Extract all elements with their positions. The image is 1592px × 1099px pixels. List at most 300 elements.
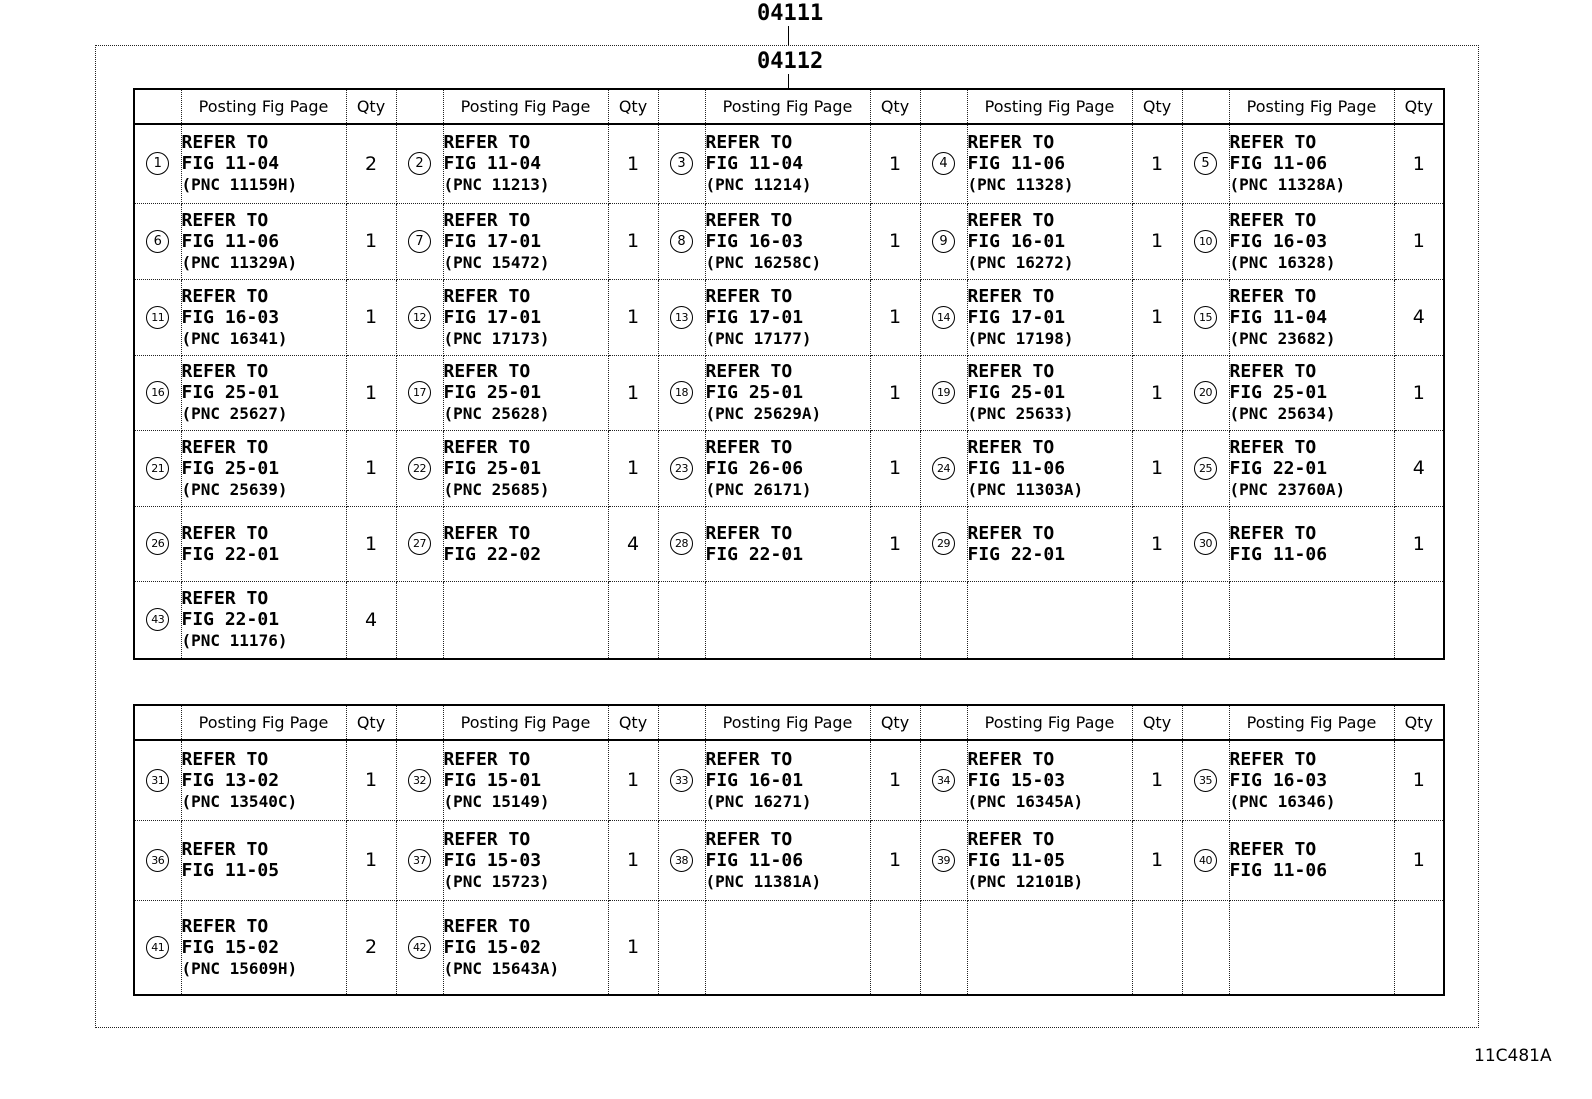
qty-cell: 1 bbox=[346, 279, 396, 355]
refer-text: REFER TO bbox=[967, 285, 1055, 307]
item-number-cell bbox=[134, 279, 181, 355]
refer-text: REFER TO bbox=[181, 285, 269, 307]
fig-reference: FIG 15-03 bbox=[443, 849, 542, 871]
qty-cell bbox=[1394, 900, 1444, 995]
fig-reference: FIG 16-03 bbox=[181, 306, 280, 328]
item-number-circle: 40 bbox=[1194, 849, 1217, 872]
item-number-cell bbox=[134, 581, 181, 659]
fig-reference: FIG 17-01 bbox=[443, 306, 542, 328]
refer-text: REFER TO bbox=[443, 209, 531, 231]
fig-reference: FIG 13-02 bbox=[181, 769, 280, 791]
header-posting-fig-page: Posting Fig Page bbox=[1229, 89, 1394, 124]
item-number-cell bbox=[1182, 430, 1229, 506]
refer-cell bbox=[705, 900, 870, 995]
refer-cell bbox=[705, 506, 870, 581]
fig-reference: FIG 11-06 bbox=[1229, 153, 1328, 175]
qty-cell: 1 bbox=[870, 355, 920, 430]
refer-cell bbox=[443, 355, 608, 430]
refer-cell bbox=[181, 900, 346, 995]
qty-cell: 1 bbox=[608, 900, 658, 995]
item-number-cell bbox=[1182, 581, 1229, 659]
fig-reference: FIG 25-01 bbox=[181, 382, 280, 403]
item-number-cell bbox=[658, 820, 705, 900]
qty-cell bbox=[1132, 900, 1182, 995]
refer-text: REFER TO bbox=[181, 522, 269, 544]
refer-text: REFER TO bbox=[705, 209, 793, 231]
qty-cell: 1 bbox=[1132, 124, 1182, 203]
refer-cell bbox=[705, 124, 870, 203]
refer-text: REFER TO bbox=[705, 828, 793, 850]
refer-cell bbox=[705, 820, 870, 900]
refer-text: REFER TO bbox=[1229, 522, 1317, 544]
header-qty: Qty bbox=[346, 705, 396, 740]
pnc-number: (PNC 26171) bbox=[705, 479, 812, 499]
item-number-cell bbox=[658, 900, 705, 995]
refer-cell bbox=[705, 740, 870, 820]
item-number-circle: 3 bbox=[670, 152, 693, 175]
item-number-cell bbox=[1182, 203, 1229, 279]
qty-cell bbox=[870, 581, 920, 659]
qty-cell: 1 bbox=[870, 820, 920, 900]
refer-text: REFER TO bbox=[705, 522, 793, 544]
refer-text: REFER TO bbox=[967, 828, 1055, 850]
lower-parts-table bbox=[133, 704, 1445, 996]
pnc-number: (PNC 11213) bbox=[443, 175, 550, 195]
qty-cell: 1 bbox=[1132, 279, 1182, 355]
pnc-number: (PNC 11214) bbox=[705, 175, 812, 195]
fig-reference: FIG 16-03 bbox=[705, 230, 804, 252]
fig-reference: FIG 11-04 bbox=[443, 153, 542, 175]
item-number-circle: 41 bbox=[146, 936, 169, 959]
fig-reference: FIG 22-02 bbox=[443, 543, 542, 565]
qty-cell: 1 bbox=[608, 124, 658, 203]
refer-cell bbox=[443, 279, 608, 355]
item-number-circle: 37 bbox=[408, 849, 431, 872]
qty-cell: 1 bbox=[1132, 355, 1182, 430]
pnc-number: (PNC 17177) bbox=[705, 328, 812, 348]
item-number-cell bbox=[134, 506, 181, 581]
refer-cell bbox=[181, 124, 346, 203]
refer-text: REFER TO bbox=[443, 361, 531, 382]
qty-cell: 4 bbox=[1394, 430, 1444, 506]
qty-cell: 4 bbox=[608, 506, 658, 581]
refer-text: REFER TO bbox=[181, 748, 269, 770]
item-number-circle: 10 bbox=[1194, 230, 1217, 253]
refer-cell bbox=[1229, 203, 1394, 279]
refer-cell bbox=[1229, 355, 1394, 430]
item-number-cell bbox=[658, 124, 705, 203]
refer-text: REFER TO bbox=[705, 748, 793, 770]
qty-cell: 1 bbox=[346, 740, 396, 820]
pnc-number: (PNC 16258C) bbox=[705, 252, 822, 272]
refer-cell bbox=[181, 506, 346, 581]
refer-text: REFER TO bbox=[967, 748, 1055, 770]
fig-reference: FIG 26-06 bbox=[705, 457, 804, 479]
refer-text: REFER TO bbox=[443, 915, 531, 937]
item-number-cell bbox=[1182, 279, 1229, 355]
refer-text: REFER TO bbox=[443, 436, 531, 458]
pnc-number: (PNC 15149) bbox=[443, 791, 550, 811]
refer-cell bbox=[967, 430, 1132, 506]
qty-cell: 1 bbox=[608, 203, 658, 279]
fig-reference: FIG 11-04 bbox=[705, 153, 804, 175]
upper-parts-table bbox=[133, 88, 1445, 660]
item-number-circle: 23 bbox=[670, 457, 693, 480]
diagram-code: 11C481A bbox=[1474, 1046, 1552, 1066]
pnc-number: (PNC 16272) bbox=[967, 252, 1074, 272]
fig-reference: FIG 16-03 bbox=[1229, 230, 1328, 252]
header-qty: Qty bbox=[870, 89, 920, 124]
qty-cell: 1 bbox=[870, 279, 920, 355]
header-no bbox=[658, 89, 705, 124]
item-number-circle: 6 bbox=[146, 230, 169, 253]
header-no bbox=[396, 89, 443, 124]
fig-reference: FIG 22-01 bbox=[181, 609, 280, 631]
refer-cell bbox=[443, 900, 608, 995]
header-row bbox=[134, 89, 1444, 124]
fig-reference: FIG 11-04 bbox=[1229, 306, 1328, 328]
refer-cell bbox=[443, 430, 608, 506]
qty-cell: 1 bbox=[870, 506, 920, 581]
refer-cell bbox=[443, 203, 608, 279]
pnc-number: (PNC 15472) bbox=[443, 252, 550, 272]
header-posting-fig-page: Posting Fig Page bbox=[443, 705, 608, 740]
refer-text: REFER TO bbox=[1229, 209, 1317, 231]
header-posting-fig-page: Posting Fig Page bbox=[967, 705, 1132, 740]
item-number-circle: 5 bbox=[1194, 152, 1217, 175]
pnc-number: (PNC 16345A) bbox=[967, 791, 1084, 811]
qty-cell: 1 bbox=[1394, 203, 1444, 279]
qty-cell: 1 bbox=[346, 355, 396, 430]
header-posting-fig-page: Posting Fig Page bbox=[705, 705, 870, 740]
item-number-cell bbox=[396, 124, 443, 203]
refer-cell bbox=[967, 279, 1132, 355]
refer-text: REFER TO bbox=[443, 285, 531, 307]
refer-cell bbox=[705, 581, 870, 659]
header-posting-fig-page: Posting Fig Page bbox=[705, 89, 870, 124]
item-number-cell bbox=[920, 430, 967, 506]
qty-cell: 1 bbox=[1394, 355, 1444, 430]
item-number-circle: 36 bbox=[146, 849, 169, 872]
refer-cell bbox=[705, 203, 870, 279]
refer-cell bbox=[443, 581, 608, 659]
item-number-cell bbox=[396, 740, 443, 820]
refer-cell bbox=[181, 279, 346, 355]
item-number-circle: 24 bbox=[932, 457, 955, 480]
fig-reference: FIG 11-04 bbox=[181, 153, 280, 175]
item-number-circle: 39 bbox=[932, 849, 955, 872]
pnc-number: (PNC 23682) bbox=[1229, 328, 1336, 348]
refer-cell bbox=[967, 740, 1132, 820]
qty-cell: 1 bbox=[346, 820, 396, 900]
item-number-cell bbox=[1182, 124, 1229, 203]
item-number-cell bbox=[134, 355, 181, 430]
item-number-circle: 38 bbox=[670, 849, 693, 872]
pnc-number: (PNC 12101B) bbox=[967, 871, 1084, 891]
table-row bbox=[134, 279, 1444, 355]
qty-cell: 1 bbox=[346, 430, 396, 506]
refer-cell bbox=[967, 355, 1132, 430]
qty-cell bbox=[608, 581, 658, 659]
pnc-number: (PNC 15609H) bbox=[181, 958, 298, 978]
fig-reference: FIG 22-01 bbox=[705, 543, 804, 565]
pnc-number: (PNC 25639) bbox=[181, 479, 288, 499]
refer-cell bbox=[967, 820, 1132, 900]
fig-reference: FIG 25-01 bbox=[443, 457, 542, 479]
header-posting-fig-page: Posting Fig Page bbox=[181, 89, 346, 124]
pnc-number: (PNC 16271) bbox=[705, 791, 812, 811]
item-number-circle: 18 bbox=[670, 381, 693, 404]
refer-text: REFER TO bbox=[181, 839, 269, 860]
item-number-circle: 26 bbox=[146, 532, 169, 555]
refer-text: REFER TO bbox=[705, 361, 793, 382]
pnc-number: (PNC 11328) bbox=[967, 175, 1074, 195]
header-row bbox=[134, 705, 1444, 740]
item-number-cell bbox=[658, 355, 705, 430]
refer-cell bbox=[1229, 124, 1394, 203]
item-number-cell bbox=[1182, 900, 1229, 995]
table-row bbox=[134, 355, 1444, 430]
pnc-number: (PNC 11328A) bbox=[1229, 175, 1346, 195]
qty-cell: 2 bbox=[346, 124, 396, 203]
refer-cell bbox=[181, 203, 346, 279]
header-no bbox=[134, 705, 181, 740]
refer-cell bbox=[1229, 820, 1394, 900]
refer-cell bbox=[967, 124, 1132, 203]
pnc-number: (PNC 16328) bbox=[1229, 252, 1336, 272]
header-qty: Qty bbox=[608, 705, 658, 740]
qty-cell: 1 bbox=[608, 355, 658, 430]
qty-cell: 1 bbox=[1394, 740, 1444, 820]
item-number-circle: 2 bbox=[408, 152, 431, 175]
pnc-number: (PNC 11381A) bbox=[705, 871, 822, 891]
refer-cell bbox=[181, 820, 346, 900]
fig-reference: FIG 25-01 bbox=[443, 382, 542, 403]
refer-cell bbox=[443, 740, 608, 820]
refer-text: REFER TO bbox=[443, 828, 531, 850]
item-number-circle: 33 bbox=[670, 769, 693, 792]
refer-text: REFER TO bbox=[705, 132, 793, 154]
item-number-cell bbox=[658, 506, 705, 581]
refer-text: REFER TO bbox=[1229, 285, 1317, 307]
pnc-number: (PNC 11303A) bbox=[967, 479, 1084, 499]
fig-reference: FIG 15-01 bbox=[443, 769, 542, 791]
qty-cell: 4 bbox=[1394, 279, 1444, 355]
pnc-number: (PNC 23760A) bbox=[1229, 479, 1346, 499]
item-number-circle: 7 bbox=[408, 230, 431, 253]
refer-text: REFER TO bbox=[443, 522, 531, 544]
item-number-circle: 9 bbox=[932, 230, 955, 253]
leader-line-outer bbox=[788, 26, 789, 45]
header-qty: Qty bbox=[346, 89, 396, 124]
item-number-cell bbox=[1182, 820, 1229, 900]
fig-reference: FIG 11-05 bbox=[181, 860, 280, 881]
item-number-cell bbox=[1182, 506, 1229, 581]
table-row bbox=[134, 581, 1444, 659]
item-number-cell bbox=[658, 581, 705, 659]
item-number-cell bbox=[658, 740, 705, 820]
pnc-number: (PNC 25628) bbox=[443, 404, 550, 423]
item-number-cell bbox=[396, 203, 443, 279]
fig-reference: FIG 25-01 bbox=[1229, 382, 1328, 403]
item-number-circle: 21 bbox=[146, 457, 169, 480]
header-qty: Qty bbox=[1394, 89, 1444, 124]
fig-reference: FIG 11-06 bbox=[1229, 543, 1328, 565]
fig-reference: FIG 17-01 bbox=[705, 306, 804, 328]
header-no bbox=[920, 705, 967, 740]
refer-text: REFER TO bbox=[181, 361, 269, 382]
pnc-number: (PNC 17198) bbox=[967, 328, 1074, 348]
refer-text: REFER TO bbox=[705, 436, 793, 458]
refer-cell bbox=[181, 740, 346, 820]
fig-reference: FIG 25-01 bbox=[705, 382, 804, 403]
item-number-cell bbox=[396, 355, 443, 430]
refer-cell bbox=[705, 279, 870, 355]
fig-reference: FIG 11-06 bbox=[181, 230, 280, 252]
header-no bbox=[396, 705, 443, 740]
qty-cell: 1 bbox=[346, 203, 396, 279]
pnc-number: (PNC 11176) bbox=[181, 631, 288, 651]
pnc-number: (PNC 25627) bbox=[181, 404, 288, 423]
item-number-cell bbox=[920, 279, 967, 355]
refer-text: REFER TO bbox=[181, 588, 269, 610]
item-number-cell bbox=[920, 506, 967, 581]
refer-cell bbox=[1229, 581, 1394, 659]
refer-cell bbox=[1229, 740, 1394, 820]
item-number-cell bbox=[396, 279, 443, 355]
refer-cell bbox=[705, 430, 870, 506]
item-number-cell bbox=[1182, 740, 1229, 820]
header-posting-fig-page: Posting Fig Page bbox=[967, 89, 1132, 124]
fig-reference: FIG 11-06 bbox=[705, 849, 804, 871]
refer-cell bbox=[1229, 279, 1394, 355]
item-number-circle: 4 bbox=[932, 152, 955, 175]
item-number-circle: 43 bbox=[146, 608, 169, 631]
qty-cell: 1 bbox=[870, 430, 920, 506]
item-number-circle: 17 bbox=[408, 381, 431, 404]
pnc-number: (PNC 25629A) bbox=[705, 404, 822, 423]
refer-cell bbox=[181, 430, 346, 506]
item-number-cell bbox=[920, 203, 967, 279]
fig-reference: FIG 11-06 bbox=[967, 153, 1066, 175]
item-number-cell bbox=[920, 355, 967, 430]
header-no bbox=[920, 89, 967, 124]
refer-text: REFER TO bbox=[181, 915, 269, 937]
refer-cell bbox=[443, 124, 608, 203]
item-number-cell bbox=[396, 506, 443, 581]
refer-cell bbox=[705, 355, 870, 430]
fig-reference: FIG 17-01 bbox=[967, 306, 1066, 328]
item-number-circle: 12 bbox=[408, 306, 431, 329]
header-qty: Qty bbox=[1132, 705, 1182, 740]
table-row bbox=[134, 506, 1444, 581]
refer-cell bbox=[181, 355, 346, 430]
qty-cell bbox=[870, 900, 920, 995]
item-number-cell bbox=[134, 740, 181, 820]
header-no bbox=[134, 89, 181, 124]
refer-text: REFER TO bbox=[1229, 748, 1317, 770]
header-qty: Qty bbox=[870, 705, 920, 740]
header-posting-fig-page: Posting Fig Page bbox=[443, 89, 608, 124]
header-posting-fig-page: Posting Fig Page bbox=[1229, 705, 1394, 740]
item-number-cell bbox=[658, 430, 705, 506]
qty-cell: 1 bbox=[1132, 506, 1182, 581]
item-number-circle: 27 bbox=[408, 532, 431, 555]
fig-reference: FIG 11-06 bbox=[967, 457, 1066, 479]
item-number-circle: 8 bbox=[670, 230, 693, 253]
pnc-number: (PNC 15643A) bbox=[443, 958, 560, 978]
item-number-circle: 14 bbox=[932, 306, 955, 329]
fig-reference: FIG 22-01 bbox=[1229, 457, 1328, 479]
refer-cell bbox=[1229, 430, 1394, 506]
item-number-cell bbox=[134, 124, 181, 203]
item-number-circle: 29 bbox=[932, 532, 955, 555]
qty-cell: 1 bbox=[1394, 506, 1444, 581]
fig-reference: FIG 15-02 bbox=[181, 936, 280, 958]
fig-reference: FIG 15-02 bbox=[443, 936, 542, 958]
qty-cell: 1 bbox=[1132, 430, 1182, 506]
fig-reference: FIG 25-01 bbox=[181, 457, 280, 479]
fig-reference: FIG 17-01 bbox=[443, 230, 542, 252]
item-number-cell bbox=[396, 581, 443, 659]
refer-cell bbox=[967, 506, 1132, 581]
header-qty: Qty bbox=[1132, 89, 1182, 124]
pnc-number: (PNC 25634) bbox=[1229, 404, 1336, 423]
pnc-number: (PNC 13540C) bbox=[181, 791, 298, 811]
header-qty: Qty bbox=[1394, 705, 1444, 740]
item-number-circle: 16 bbox=[146, 381, 169, 404]
qty-cell: 1 bbox=[1132, 740, 1182, 820]
label-04111: 04111 bbox=[757, 1, 824, 26]
item-number-cell bbox=[920, 900, 967, 995]
header-qty: Qty bbox=[608, 89, 658, 124]
table-row bbox=[134, 820, 1444, 900]
item-number-cell bbox=[134, 820, 181, 900]
qty-cell: 1 bbox=[1394, 124, 1444, 203]
refer-cell bbox=[967, 900, 1132, 995]
refer-text: REFER TO bbox=[1229, 436, 1317, 458]
fig-reference: FIG 16-03 bbox=[1229, 769, 1328, 791]
refer-text: REFER TO bbox=[443, 132, 531, 154]
refer-text: REFER TO bbox=[1229, 132, 1317, 154]
fig-reference: FIG 16-01 bbox=[967, 230, 1066, 252]
item-number-circle: 15 bbox=[1194, 306, 1217, 329]
item-number-circle: 13 bbox=[670, 306, 693, 329]
item-number-circle: 11 bbox=[146, 306, 169, 329]
refer-cell bbox=[443, 820, 608, 900]
table-row bbox=[134, 203, 1444, 279]
item-number-cell bbox=[920, 581, 967, 659]
fig-reference: FIG 11-05 bbox=[967, 849, 1066, 871]
header-no bbox=[658, 705, 705, 740]
item-number-circle: 34 bbox=[932, 769, 955, 792]
refer-text: REFER TO bbox=[181, 209, 269, 231]
qty-cell: 1 bbox=[608, 740, 658, 820]
item-number-cell bbox=[920, 820, 967, 900]
qty-cell: 1 bbox=[1132, 820, 1182, 900]
refer-cell bbox=[1229, 900, 1394, 995]
qty-cell: 1 bbox=[608, 430, 658, 506]
fig-reference: FIG 11-06 bbox=[1229, 860, 1328, 881]
refer-text: REFER TO bbox=[967, 132, 1055, 154]
item-number-circle: 35 bbox=[1194, 769, 1217, 792]
item-number-cell bbox=[396, 900, 443, 995]
item-number-circle: 22 bbox=[408, 457, 431, 480]
header-no bbox=[1182, 89, 1229, 124]
refer-text: REFER TO bbox=[967, 436, 1055, 458]
pnc-number: (PNC 17173) bbox=[443, 328, 550, 348]
fig-reference: FIG 25-01 bbox=[967, 382, 1066, 403]
